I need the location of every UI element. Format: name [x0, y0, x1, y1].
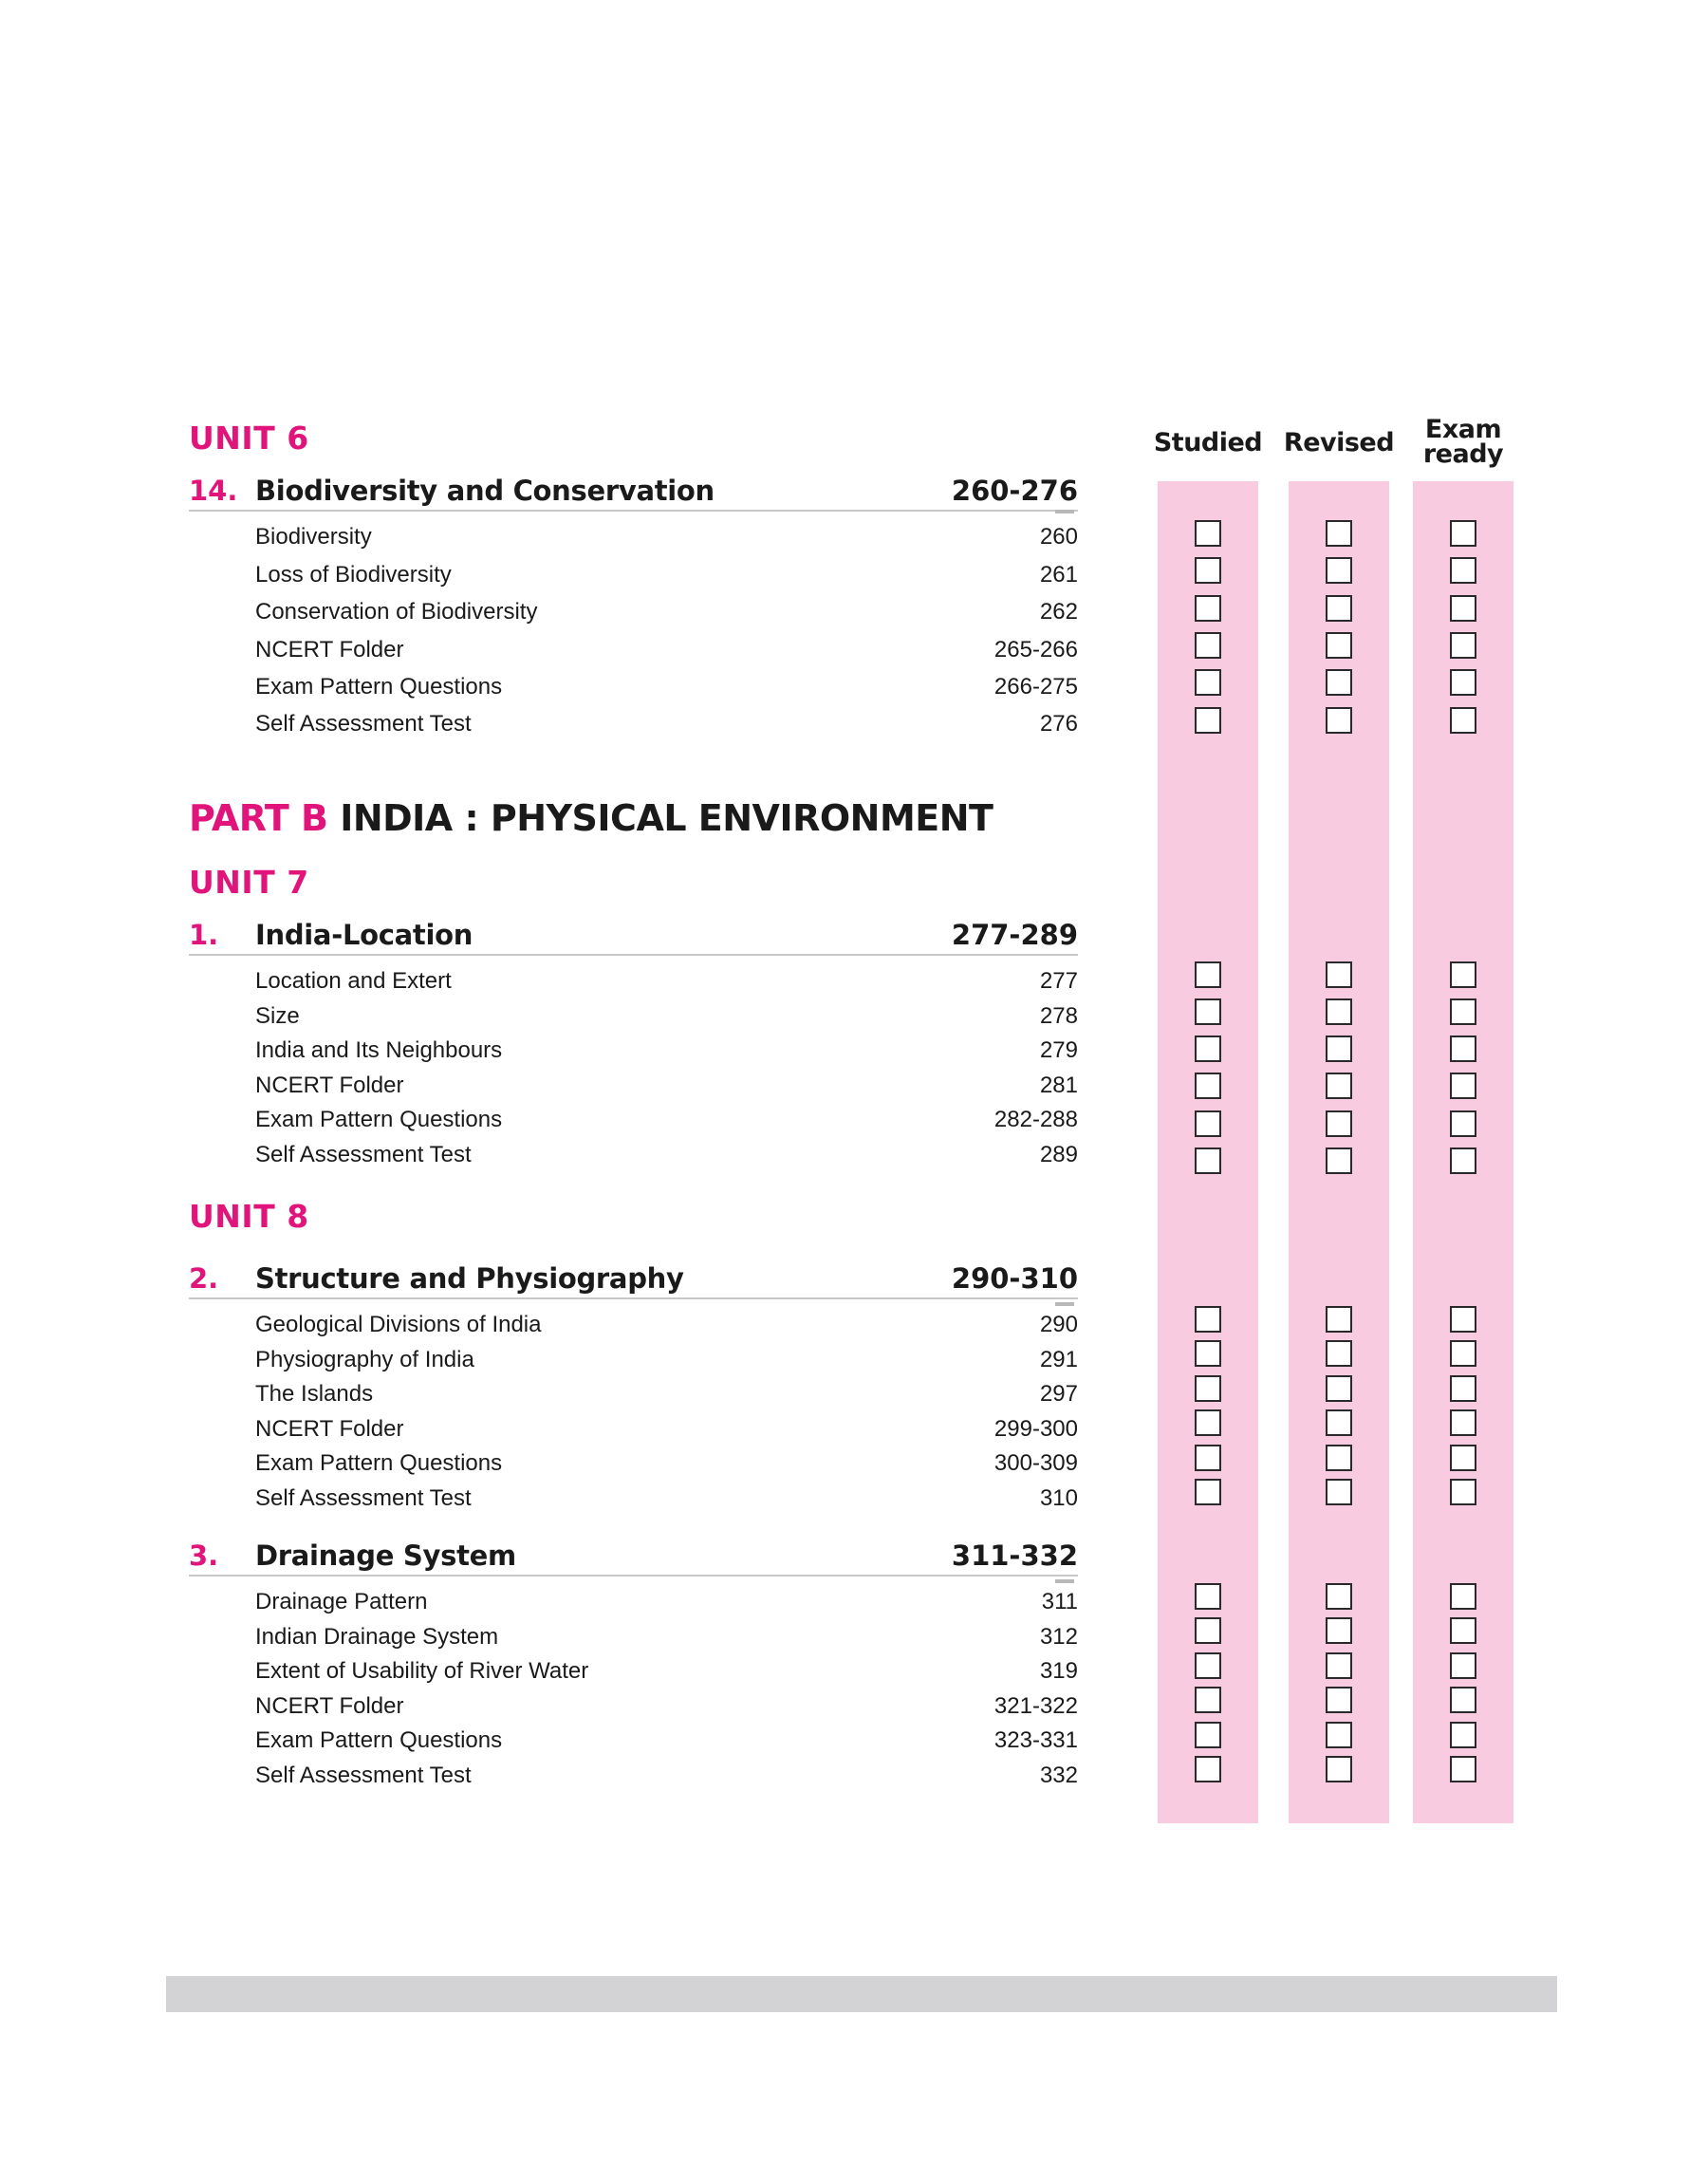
- topic-page: 279: [1039, 1037, 1078, 1063]
- exam-ready-checkbox[interactable]: [1450, 1756, 1476, 1782]
- revised-checkbox[interactable]: [1326, 1340, 1352, 1367]
- chapter-2-pages: 290-310: [951, 1262, 1078, 1295]
- topic-page: 281: [1039, 1073, 1078, 1098]
- topic-item[interactable]: Drainage Pattern: [255, 1589, 428, 1614]
- chapter-1-divider: [189, 954, 1078, 956]
- studied-checkbox[interactable]: [1195, 1073, 1221, 1099]
- exam-ready-checkbox[interactable]: [1450, 669, 1476, 696]
- revised-checkbox[interactable]: [1326, 669, 1352, 696]
- topic-page: 297: [1039, 1381, 1078, 1407]
- exam-ready-checkbox[interactable]: [1450, 595, 1476, 622]
- revised-checkbox[interactable]: [1326, 1445, 1352, 1471]
- revised-checkbox[interactable]: [1326, 961, 1352, 988]
- revised-checkbox[interactable]: [1326, 1036, 1352, 1062]
- studied-checkbox[interactable]: [1195, 1409, 1221, 1436]
- studied-checkbox[interactable]: [1195, 1722, 1221, 1748]
- revised-column-header: Revised: [1283, 428, 1395, 457]
- topic-item[interactable]: Self Assessment Test: [255, 711, 472, 737]
- topic-item[interactable]: Extent of Usability of River Water: [255, 1658, 589, 1684]
- revised-checkbox[interactable]: [1326, 998, 1352, 1025]
- studied-checkbox[interactable]: [1195, 1756, 1221, 1782]
- studied-checkbox[interactable]: [1195, 1340, 1221, 1367]
- studied-checkbox[interactable]: [1195, 1147, 1221, 1174]
- revised-checkbox[interactable]: [1326, 1147, 1352, 1174]
- studied-checkbox[interactable]: [1195, 669, 1221, 696]
- topic-item[interactable]: India and Its Neighbours: [255, 1037, 503, 1063]
- chapter-2-number: 2.: [189, 1262, 219, 1295]
- topic-item[interactable]: NCERT Folder: [255, 1693, 404, 1719]
- topic-item[interactable]: NCERT Folder: [255, 1073, 404, 1098]
- studied-checkbox[interactable]: [1195, 1617, 1221, 1644]
- revised-checkbox[interactable]: [1326, 632, 1352, 659]
- revised-checkbox[interactable]: [1326, 1306, 1352, 1333]
- topic-page: 300-309: [993, 1450, 1078, 1476]
- unit-6-label: UNIT 6: [189, 420, 309, 457]
- studied-checkbox[interactable]: [1195, 1110, 1221, 1137]
- studied-checkbox[interactable]: [1195, 961, 1221, 988]
- topic-page: 319: [1039, 1658, 1078, 1684]
- studied-checkbox[interactable]: [1195, 1445, 1221, 1471]
- revised-checkbox[interactable]: [1326, 1652, 1352, 1679]
- exam-ready-checkbox[interactable]: [1450, 1073, 1476, 1099]
- exam-ready-checkbox[interactable]: [1450, 1340, 1476, 1367]
- topic-page: 311: [1041, 1589, 1078, 1614]
- topic-page: 261: [1039, 562, 1078, 588]
- topic-page: 278: [1039, 1003, 1078, 1029]
- topic-page: 276: [1039, 711, 1078, 737]
- studied-checkbox[interactable]: [1195, 557, 1221, 584]
- chapter-14-number: 14.: [189, 475, 238, 507]
- revised-checkbox[interactable]: [1326, 707, 1352, 734]
- exam-ready-checkbox[interactable]: [1450, 1375, 1476, 1402]
- exam-ready-checkbox[interactable]: [1450, 1722, 1476, 1748]
- topic-item[interactable]: The Islands: [255, 1381, 374, 1407]
- topic-page: 299-300: [993, 1416, 1078, 1442]
- topic-item[interactable]: Self Assessment Test: [255, 1485, 472, 1511]
- topic-item[interactable]: Exam Pattern Questions: [255, 1107, 503, 1132]
- part-b-label: PART B: [189, 797, 328, 839]
- studied-checkbox[interactable]: [1195, 1652, 1221, 1679]
- exam-ready-checkbox[interactable]: [1450, 632, 1476, 659]
- exam-ready-line2: ready: [1422, 439, 1504, 469]
- topic-item[interactable]: Geological Divisions of India: [255, 1312, 542, 1337]
- exam-ready-checkbox[interactable]: [1450, 961, 1476, 988]
- chapter-14-title[interactable]: Biodiversity and Conservation: [255, 475, 715, 507]
- studied-checkbox[interactable]: [1195, 1306, 1221, 1333]
- exam-ready-column-header: [1397, 415, 1530, 469]
- topic-item[interactable]: Self Assessment Test: [255, 1763, 472, 1788]
- topic-item[interactable]: Physiography of India: [255, 1347, 474, 1372]
- topic-item[interactable]: NCERT Folder: [255, 637, 404, 662]
- topic-item[interactable]: Indian Drainage System: [255, 1624, 499, 1650]
- exam-ready-checkbox[interactable]: [1450, 1583, 1476, 1610]
- studied-checkbox[interactable]: [1195, 1687, 1221, 1713]
- exam-ready-checkbox[interactable]: [1450, 998, 1476, 1025]
- revised-checkbox[interactable]: [1326, 1110, 1352, 1137]
- topic-page: 321-322: [993, 1693, 1078, 1719]
- revised-checkbox[interactable]: [1326, 1756, 1352, 1782]
- studied-checkbox[interactable]: [1195, 1036, 1221, 1062]
- topic-item[interactable]: Location and Extert: [255, 968, 452, 994]
- topic-page: 277: [1039, 968, 1078, 994]
- exam-ready-checkbox[interactable]: [1450, 520, 1476, 547]
- part-b-title: INDIA : PHYSICAL ENVIRONMENT: [340, 797, 993, 839]
- topic-item[interactable]: Self Assessment Test: [255, 1142, 472, 1167]
- chapter-2-title[interactable]: Structure and Physiography: [255, 1262, 684, 1295]
- exam-ready-checkbox[interactable]: [1450, 707, 1476, 734]
- exam-ready-checkbox[interactable]: [1450, 1687, 1476, 1713]
- studied-checkbox[interactable]: [1195, 595, 1221, 622]
- topic-page: 266-275: [993, 674, 1078, 700]
- chapter-2-divider: [189, 1297, 1078, 1299]
- studied-checkbox[interactable]: [1195, 1583, 1221, 1610]
- studied-checkbox[interactable]: [1195, 520, 1221, 547]
- revised-checkbox[interactable]: [1326, 1583, 1352, 1610]
- topic-page: 290: [1039, 1312, 1078, 1337]
- topic-item[interactable]: Conservation of Biodiversity: [255, 599, 538, 625]
- chapter-1-title[interactable]: India-Location: [255, 919, 473, 951]
- chapter-3-divider: [189, 1575, 1078, 1577]
- exam-ready-checkbox[interactable]: [1450, 1306, 1476, 1333]
- exam-ready-line1: Exam: [1424, 415, 1502, 444]
- topic-page: 262: [1039, 599, 1078, 625]
- topic-item[interactable]: Exam Pattern Questions: [255, 1727, 503, 1753]
- topic-page: 260: [1039, 524, 1078, 550]
- revised-checkbox[interactable]: [1326, 520, 1352, 547]
- exam-ready-checkbox[interactable]: [1450, 1036, 1476, 1062]
- revised-checkbox[interactable]: [1326, 557, 1352, 584]
- exam-ready-checkbox[interactable]: [1450, 1445, 1476, 1471]
- studied-column-header: Studied: [1153, 428, 1263, 457]
- topic-page: 332: [1039, 1763, 1078, 1788]
- topic-page: 310: [1039, 1485, 1078, 1511]
- revised-checkbox[interactable]: [1326, 1722, 1352, 1748]
- exam-ready-checkbox[interactable]: [1450, 1652, 1476, 1679]
- exam-ready-checkbox[interactable]: [1450, 1617, 1476, 1644]
- topic-item[interactable]: Exam Pattern Questions: [255, 1450, 503, 1476]
- exam-ready-checkbox[interactable]: [1450, 1409, 1476, 1436]
- exam-ready-checkbox[interactable]: [1450, 1147, 1476, 1174]
- chapter-1-number: 1.: [189, 919, 219, 951]
- chapter-14-divider-tick: [1055, 510, 1074, 513]
- topic-page: 291: [1039, 1347, 1078, 1372]
- topic-page: 312: [1039, 1624, 1078, 1650]
- part-b-heading: [189, 797, 993, 839]
- revised-checkbox[interactable]: [1326, 595, 1352, 622]
- studied-checkbox[interactable]: [1195, 707, 1221, 734]
- chapter-14-divider: [189, 510, 1078, 512]
- chapter-3-number: 3.: [189, 1539, 219, 1572]
- topic-item[interactable]: Biodiversity: [255, 524, 372, 550]
- studied-checkbox[interactable]: [1195, 1479, 1221, 1505]
- revised-checkbox[interactable]: [1326, 1409, 1352, 1436]
- topic-page: 289: [1039, 1142, 1078, 1167]
- unit-7-label: UNIT 7: [189, 864, 309, 901]
- studied-checkbox[interactable]: [1195, 998, 1221, 1025]
- topic-page: 282-288: [993, 1107, 1078, 1132]
- chapter-2-divider-tick: [1055, 1302, 1074, 1306]
- revised-checkbox[interactable]: [1326, 1687, 1352, 1713]
- exam-ready-checkbox[interactable]: [1450, 1479, 1476, 1505]
- chapter-1-pages: 277-289: [951, 919, 1078, 951]
- footer-bar: [166, 1976, 1557, 2012]
- topic-item[interactable]: Size: [255, 1003, 300, 1029]
- revised-checkbox[interactable]: [1326, 1073, 1352, 1099]
- revised-checkbox[interactable]: [1326, 1617, 1352, 1644]
- exam-ready-checkbox[interactable]: [1450, 557, 1476, 584]
- topic-item[interactable]: Loss of Biodiversity: [255, 562, 452, 588]
- studied-checkbox[interactable]: [1195, 632, 1221, 659]
- chapter-3-title[interactable]: Drainage System: [255, 1539, 516, 1572]
- topic-item[interactable]: Exam Pattern Questions: [255, 674, 503, 700]
- chapter-3-pages: 311-332: [951, 1539, 1078, 1572]
- chapter-14-pages: 260-276: [951, 475, 1078, 507]
- topic-page: 265-266: [993, 637, 1078, 662]
- exam-ready-checkbox[interactable]: [1450, 1110, 1476, 1137]
- topic-item[interactable]: NCERT Folder: [255, 1416, 404, 1442]
- unit-8-label: UNIT 8: [189, 1198, 309, 1235]
- revised-checkbox[interactable]: [1326, 1375, 1352, 1402]
- studied-checkbox[interactable]: [1195, 1375, 1221, 1402]
- chapter-3-divider-tick: [1055, 1579, 1074, 1583]
- topic-page: 323-331: [993, 1727, 1078, 1753]
- revised-checkbox[interactable]: [1326, 1479, 1352, 1505]
